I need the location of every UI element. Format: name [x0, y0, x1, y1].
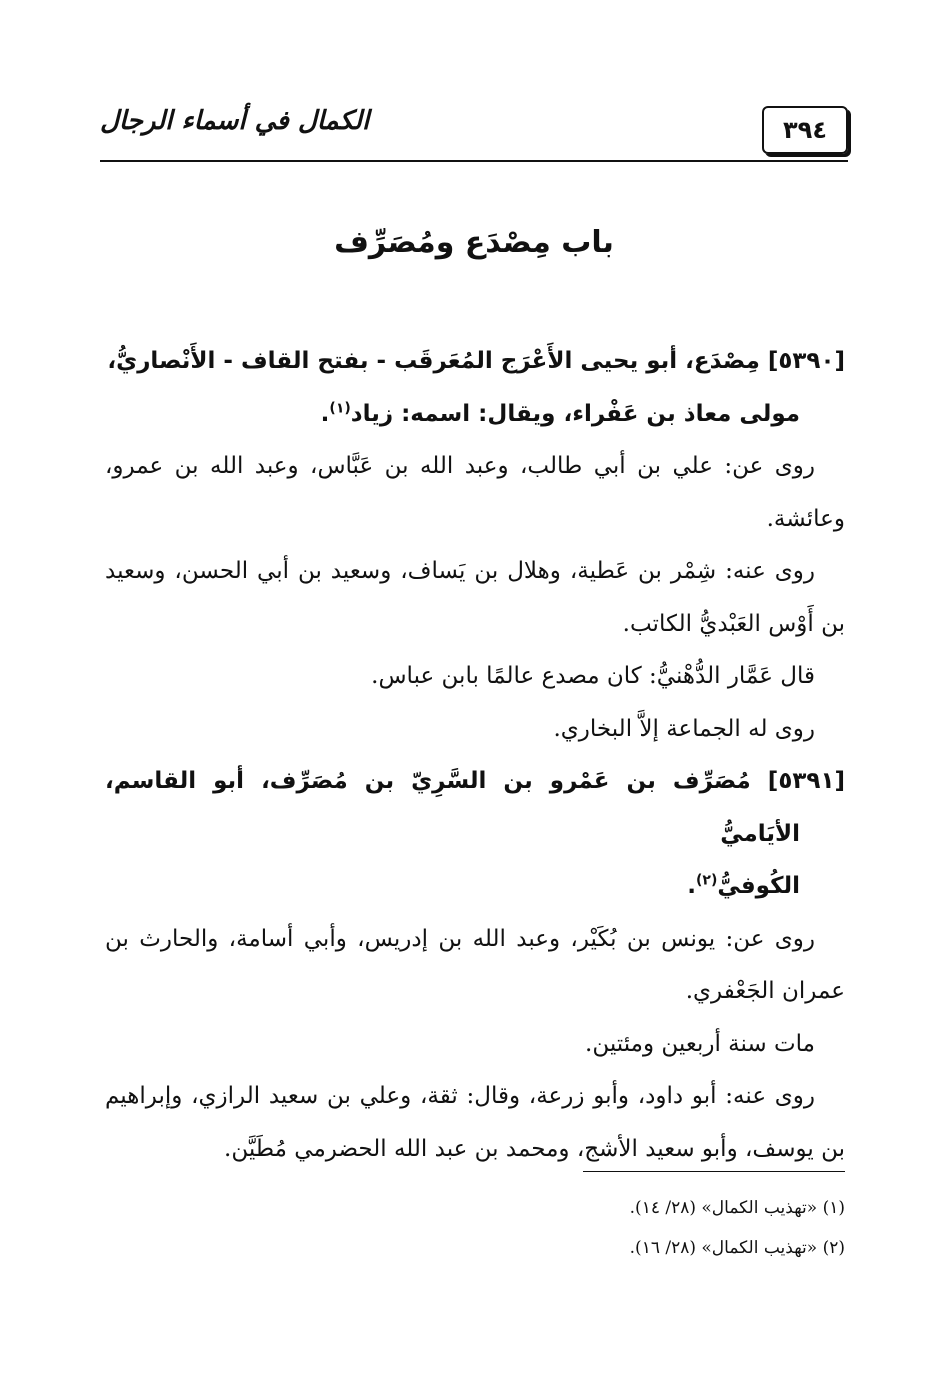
footnote-divider	[583, 1171, 845, 1172]
quote: قال عَمَّار الدُّهْنيُّ: كان مصدع عالمًا بابن عباس.	[371, 663, 815, 689]
entry-heading	[105, 755, 845, 913]
narrated-by: روى عنه: شِمْر بن عَطية، وهلال بن يَساف، وسعيد بن أبي الحسن، وسعيد بن أَوْس العَبْديُّ الكاتب.	[105, 558, 845, 637]
entry-heading-line: [٥٣٩١] مُصَرِّف بن عَمْرو بن السَّرِيّ بن مُصَرِّف، أبو القاسم، الأيَاميُّ	[105, 768, 845, 847]
narrated-from: روى عن: يونس بن بُكَيْر، وعبد الله بن إدريس، وأبي أسامة، والحارث بن عمران الجَعْفري.	[105, 925, 845, 1004]
entry-heading-end: .	[687, 873, 696, 899]
page-number: ٣٩٤	[762, 106, 848, 154]
entry-heading	[105, 335, 845, 440]
death-note: مات سنة أربعين ومئتين.	[585, 1030, 815, 1057]
running-title: الكمال في أسماء الرجال	[100, 106, 370, 136]
narrated-from: روى عن: علي بن أبي طالب، وعبد الله بن عَبَّاس، وعبد الله بن عمرو، وعائشة.	[105, 453, 845, 532]
entry-heading-line: مولى معاذ بن عَفْراء، ويقال: اسمه: زياد	[350, 400, 800, 427]
header-divider	[100, 160, 848, 162]
page-header	[100, 100, 848, 162]
footnotes	[105, 1188, 845, 1268]
page-body	[105, 335, 845, 1175]
entry-heading-line: الكُوفيُّ	[717, 873, 800, 899]
footnote: (٢) «تهذيب الكمال» (٢٨/ ١٦).	[629, 1238, 845, 1258]
entry-heading-end: .	[320, 400, 330, 427]
footnote-ref[interactable]: (٢)	[695, 872, 718, 889]
footnote: (١) «تهذيب الكمال» (٢٨/ ١٤).	[629, 1198, 845, 1218]
narrated-by: روى عنه: أبو داود، وأبو زرعة، وقال: ثقة، وعلي بن سعيد الرازي، وإبراهيم بن يوسف، وأبو سعيد الأشج، ومحمد بن عبد الله الحضرمي مُطَيَّن.	[105, 1083, 845, 1162]
footnote-ref[interactable]: (١)	[329, 399, 351, 416]
narrated-for: روى له الجماعة إلاَّ البخاري.	[553, 715, 815, 742]
chapter-title: باب مِصْدَع ومُصَرِّف	[334, 225, 614, 260]
entry-heading-line: [٥٣٩٠] مِصْدَع، أبو يحيى الأَعْرَج المُعَرقَب - بفتح القاف - الأَنْصاريُّ،	[107, 348, 845, 374]
